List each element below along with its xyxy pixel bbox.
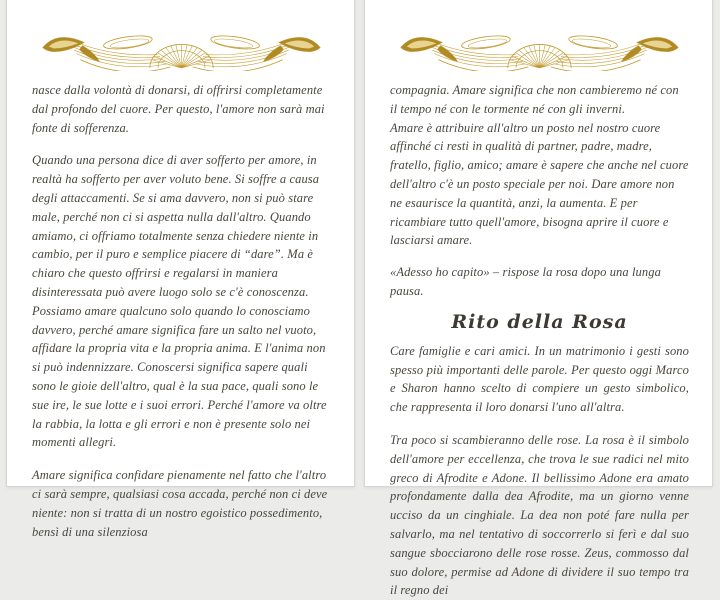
gold-flourish-icon: [391, 23, 688, 71]
rose-quote-line: «Adesso ho capito» – rispose la rosa dopo una lunga pausa.: [390, 265, 661, 298]
rite-heading: Rito della Rosa: [451, 310, 628, 333]
body-paragraph: nasce dalla volontà di donarsi, di offrirsi completamente dal profondo del cuore. Per questo, l'amore non sarà mai fonte di sofferenza.: [32, 83, 325, 135]
left-page: [6, 0, 355, 539]
body-paragraph: Amare significa confidare pienamente nel fatto che l'altro ci sarà sempre, qualsiasi cosa accada, perché non ci deve niente: non si tratta di un nostro egoistico possedimento, bensì di una silenziosa: [32, 468, 328, 539]
body-paragraph: Tra poco si scambieranno delle rose. La rosa è il simbolo dell'amore per eccellenza, che trova le sue radici nel mito greco di Afrodite e Adone. Il bellissimo Adone era amato profondamente dalla dea Afrodite, ma un giorno venne ucciso da un cinghiale. La dea non poté fare nulla per salvarlo, ma nel tentativo di soccorrerlo si ferì e dal suo sangue sbocciarono delle rose rosse. Zeus, commosso dal suo dolore, permise ad Adone di dividere il suo tempo tra il regno dei: [390, 432, 689, 598]
body-paragraph: compagnia. Amare significa che non cambieremo né con il tempo né con le tormente né con gli inverni.: [390, 83, 679, 116]
gold-flourish-icon: [33, 23, 330, 71]
right-page-text: [390, 81, 689, 600]
left-page-text: [32, 81, 331, 541]
right-page: [364, 0, 713, 598]
body-paragraph: Quando una persona dice di aver sofferto per amore, in realtà ha sofferto per aver voluto bene. Si soffre a causa degli attaccamenti. Se si ama davvero, non si può stare male, perché non ci si aspetta nulla dall'altro. Quando amiamo, ci offriamo totalmente senza chiedere niente in cambio, per il puro e semplice piacere di “dare”. Ma è chiaro che questo offrirsi e regalarsi in maniera disinteressata può avere luogo solo se c'è conoscenza. Possiamo amare qualcuno solo quando lo conosciamo davvero, perché amare significa fare un salto nel vuoto, affidare la propria vita e la propria anima. E l'anima non si può indennizzare. Conoscersi significa sapere quali sono le gioie dell'altro, qual è la sua pace, quali sono le sue ire, le sue lotte e i suoi errori. Perché l'amore va oltre la rabbia, la lotta e gli errori e non è presente solo nei momenti allegri.: [32, 153, 327, 450]
body-paragraph: Amare è attribuire all'altro un posto nel nostro cuore affinché ci resti in qualità di partner, padre, madre, fratello, figlio, amico; amare è sapere che anche nel cuore dell'altro c'è un posto speciale per noi. Dare amore non ne esaurisce la quantità, anzi, la aumenta. E per ricambiare tutto quell'amore, bisogna aprire il cuore e lasciarsi amare.: [390, 120, 689, 248]
body-paragraph: Care famiglie e cari amici. In un matrimonio i gesti sono spesso più importanti delle parole. Per questo oggi Marco e Sharon hanno scelto di compiere un gesto simbolico, che rappresenta il loro donarsi l'uno all'altra.: [390, 343, 689, 415]
